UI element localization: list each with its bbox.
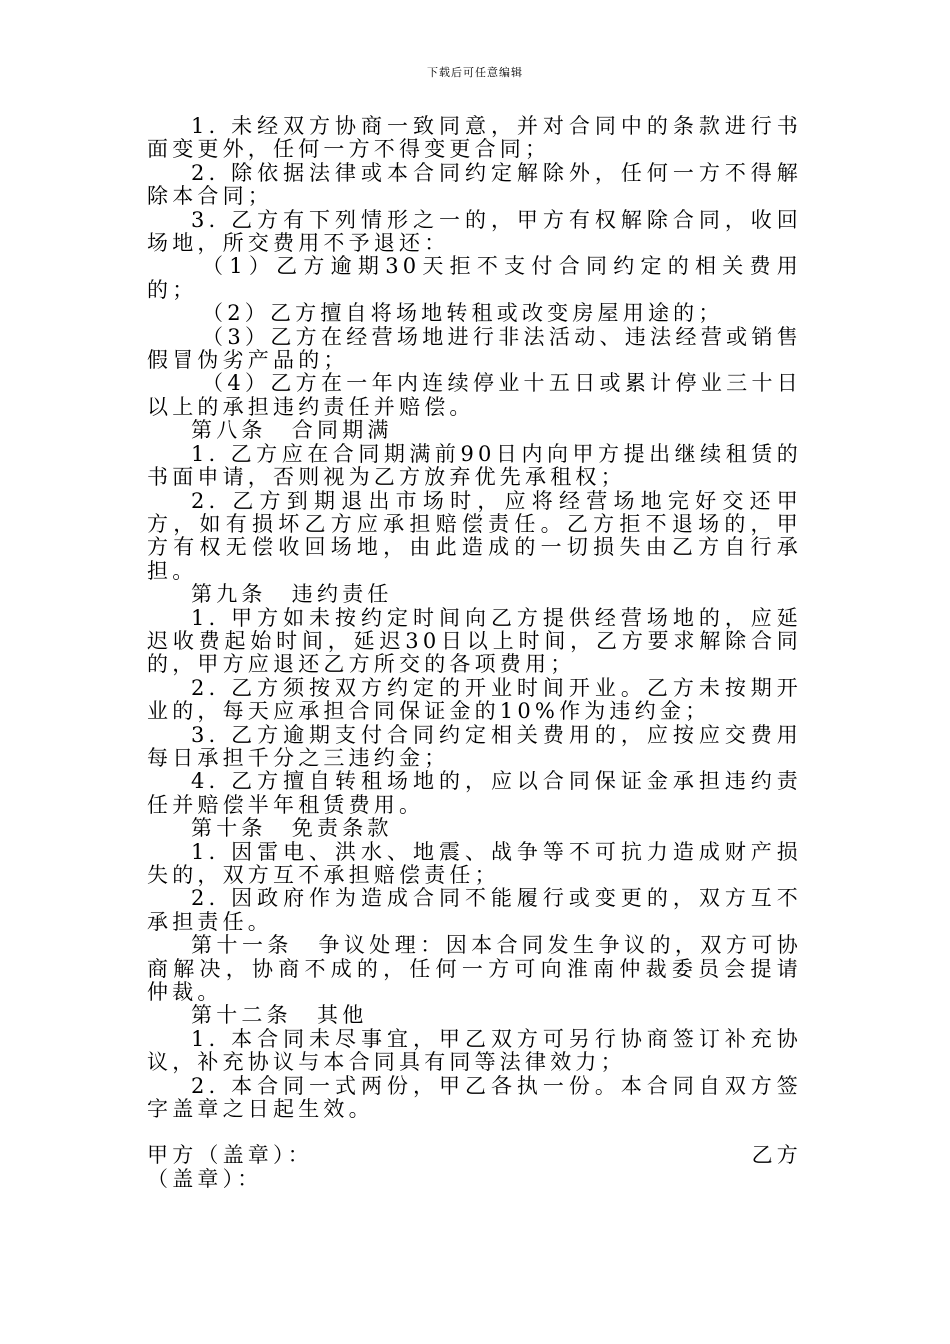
article-9-item-4: 4. 乙方擅自转租场地的，应以合同保证金承担违约责任并赔偿半年租赁费用。: [147, 769, 802, 817]
article-10-item-1: 1. 因雷电、洪水、地震、战争等不可抗力造成财产损失的，双方互不承担赔偿责任；: [147, 839, 802, 887]
article-9-item-1: 1. 甲方如未按约定时间向乙方提供经营场地的，应延迟收费起始时间，延迟30日以上时间，乙方要求解除合同的，甲方应退还乙方所交的各项费用；: [147, 605, 802, 677]
article-12-item-1: 1. 本合同未尽事宜，甲乙双方可另行协商签订补充协议，补充协议与本合同具有同等法律效力；: [147, 1026, 802, 1075]
article-8-heading: 第八条 合同期满: [191, 418, 393, 443]
article-12-heading: 第十二条 其他: [191, 1003, 368, 1028]
article-8-item-2: 2. 乙方到期退出市场时，应将经营场地完好交还甲方，如有损坏乙方应承担赔偿责任。乙方拒不退场的，甲方有权无偿收回场地，由此造成的一切损失由乙方自行承担。: [147, 488, 802, 583]
page-header: 下载后可任意编辑: [427, 66, 523, 79]
article-10-heading: 第十条 免责条款: [191, 816, 393, 841]
contract-body: [147, 115, 802, 1191]
clause-modify-contract: 1. 未经双方协商一致同意，并对合同中的条款进行书面变更外，任何一方不得变更合同；: [147, 114, 802, 162]
article-12-item-2: 2. 本合同一式两份，甲乙各执一份。本合同自双方签字盖章之日起生效。: [147, 1073, 802, 1122]
termination-item-2: （2）乙方擅自将场地转租或改变房屋用途的；: [202, 301, 724, 326]
party-b-seal: （盖章）：: [147, 1166, 263, 1191]
termination-item-3: （3）乙方在经营场地进行非法活动、违法经营或销售假冒伪劣产品的；: [147, 324, 802, 373]
article-10-item-2: 2. 因政府作为造成合同不能履行或变更的，双方互不承担责任。: [147, 886, 802, 934]
signature-block: [147, 1144, 802, 1167]
termination-item-1: （1）乙方逾期30天拒不支付合同约定的相关费用的；: [147, 254, 802, 302]
article-8-item-1: 1. 乙方应在合同期满前90日内向甲方提出继续租赁的书面申请，否则视为乙方放弃优先承租权；: [147, 441, 802, 490]
clause-termination-rights: 3. 乙方有下列情形之一的，甲方有权解除合同，收回场地，所交费用不予退还：: [147, 207, 802, 256]
party-b-label: 乙方: [751, 1143, 802, 1168]
party-a-signature: 甲方（盖章）：: [147, 1143, 313, 1168]
termination-item-4: （4）乙方在一年内连续停业十五日或累计停业三十日以上的承担违约责任并赔偿。: [147, 371, 802, 419]
article-9-heading: 第九条 违约责任: [191, 582, 393, 607]
clause-terminate-contract: 2. 除依据法律或本合同约定解除外，任何一方不得解除本合同；: [147, 160, 802, 209]
article-9-item-2: 2. 乙方须按双方约定的开业时间开业。乙方未按期开业的，每天应承担合同保证金的10%作为违约金；: [147, 675, 802, 724]
article-9-item-3: 3. 乙方逾期支付合同约定相关费用的，应按应交费用每日承担千分之三违约金；: [147, 722, 802, 770]
article-11-dispute: 第十一条 争议处理：因本合同发生争议的，双方可协商解决，协商不成的，任何一方可向淮南仲裁委员会提请仲裁。: [147, 933, 802, 1005]
